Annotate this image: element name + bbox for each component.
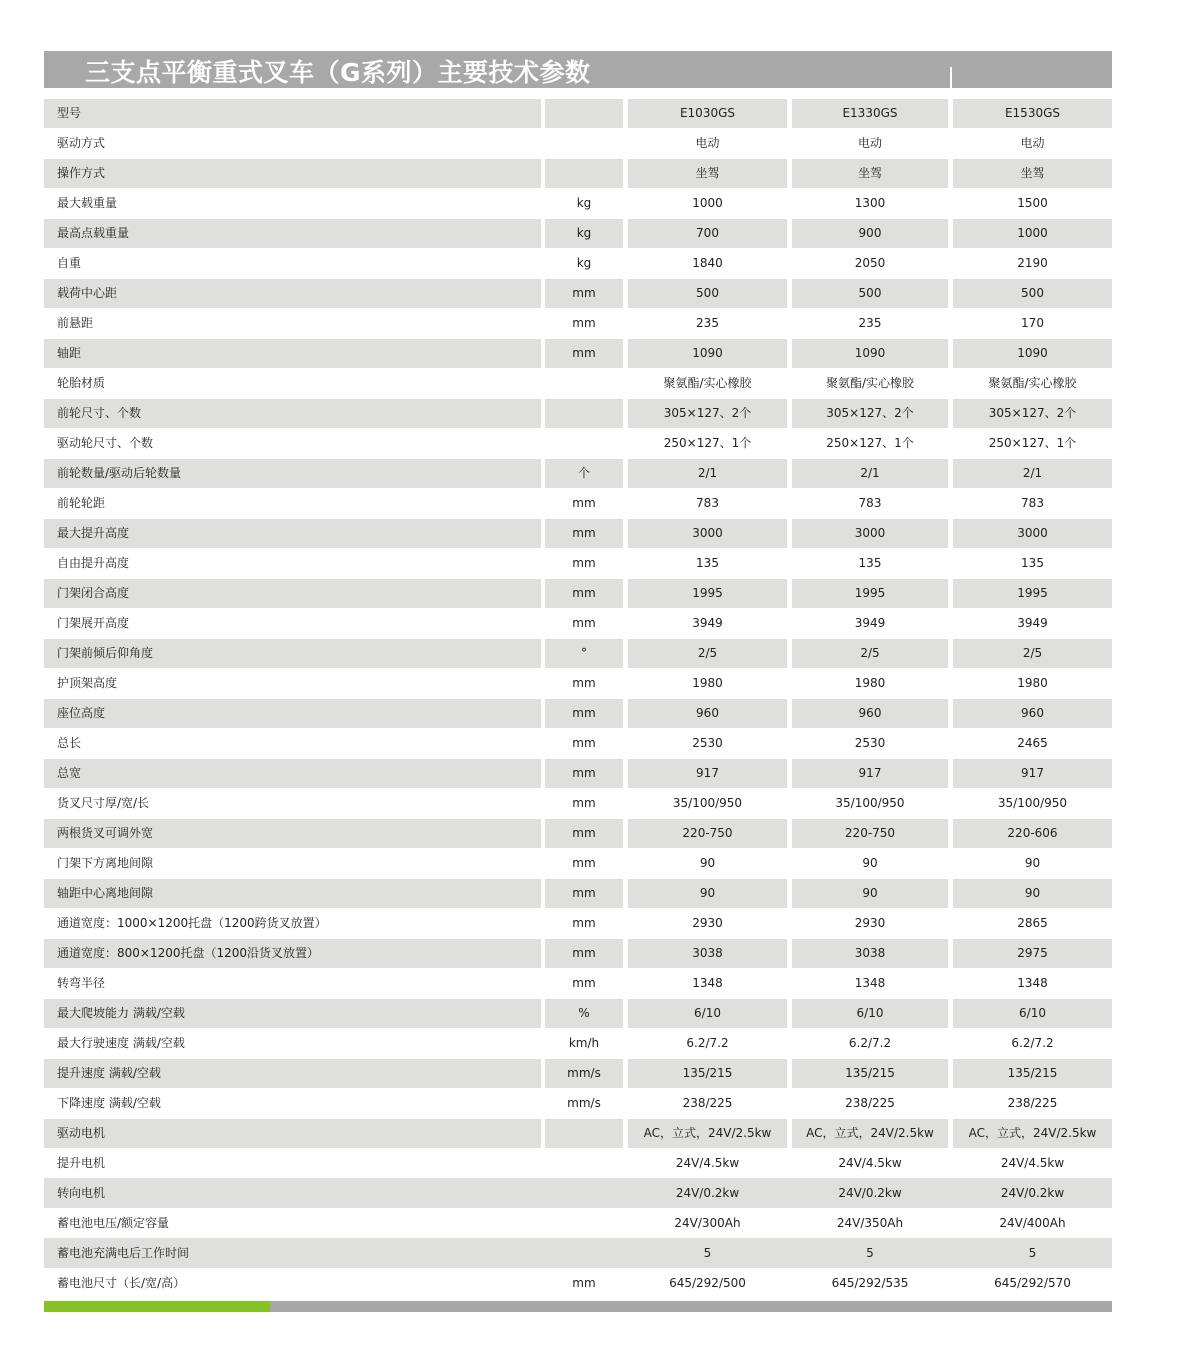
row-unit: kg — [545, 219, 623, 248]
value-e1330gs: E1330GS — [792, 99, 948, 128]
table-row — [44, 308, 1112, 338]
row-label: 自由提升高度 — [57, 556, 130, 570]
value-e1030gs: 235 — [696, 316, 719, 330]
value-e1030gs: 1980 — [692, 676, 723, 690]
value-e1530gs: 35/100/950 — [997, 796, 1068, 810]
value-e1330gs: 6/10 — [792, 999, 948, 1028]
row-unit: mm — [572, 676, 596, 690]
value-e1030gs: 3949 — [692, 616, 723, 630]
row-label: 门架前倾后仰角度 — [44, 639, 541, 668]
value-e1330gs: 917 — [792, 759, 948, 788]
value-e1030gs: 960 — [628, 699, 787, 728]
value-e1330gs: 2/5 — [792, 639, 948, 668]
table-row — [44, 548, 1112, 578]
value-e1330gs: 645/292/535 — [831, 1276, 909, 1290]
row-unit — [545, 1179, 623, 1208]
value-e1330gs: 90 — [862, 856, 878, 870]
value-e1330gs: 1995 — [792, 579, 948, 608]
value-e1030gs: 3038 — [628, 939, 787, 968]
value-e1530gs: 24V/4.5kw — [1000, 1156, 1065, 1170]
value-e1330gs: 3038 — [792, 939, 948, 968]
value-e1530gs: 2465 — [1017, 736, 1048, 750]
table-row — [44, 608, 1112, 638]
row-unit: mm/s — [545, 1059, 623, 1088]
row-unit: kg — [576, 196, 592, 210]
row-unit — [545, 429, 623, 458]
value-e1530gs: 90 — [953, 879, 1112, 908]
row-label: 前轮轮距 — [57, 496, 106, 510]
title-divider — [950, 67, 952, 88]
row-unit — [545, 1209, 623, 1238]
value-e1530gs: 6.2/7.2 — [1011, 1036, 1054, 1050]
value-e1530gs: 960 — [953, 699, 1112, 728]
table-row — [44, 218, 1112, 248]
value-e1030gs: 坐驾 — [628, 159, 787, 188]
table-row — [44, 1148, 1112, 1178]
table-row — [44, 818, 1112, 848]
value-e1330gs: 235 — [858, 316, 882, 330]
value-e1330gs: 3949 — [854, 616, 886, 630]
value-e1530gs: 聚氨酯/实心橡胶 — [988, 376, 1077, 390]
row-label: 货叉尺寸厚/宽/长 — [57, 796, 150, 810]
row-label: 前轮数量/驱动后轮数量 — [44, 459, 541, 488]
value-e1530gs: 250×127、1个 — [988, 436, 1077, 450]
value-e1330gs: 2930 — [854, 916, 886, 930]
value-e1030gs: 220-750 — [628, 819, 787, 848]
row-unit — [545, 1149, 623, 1178]
table-row — [44, 668, 1112, 698]
value-e1030gs: 1348 — [692, 976, 723, 990]
value-e1530gs: 6/10 — [953, 999, 1112, 1028]
value-e1030gs: 90 — [628, 879, 787, 908]
table-row — [44, 908, 1112, 938]
row-label: 通道宽度：800×1200托盘（1200沿货叉放置） — [44, 939, 541, 968]
table-row — [44, 968, 1112, 998]
value-e1530gs: 2865 — [1017, 916, 1048, 930]
table-row — [44, 638, 1112, 668]
spec-table — [44, 98, 1112, 1298]
value-e1030gs: 135 — [696, 556, 719, 570]
row-unit: mm — [572, 316, 596, 330]
value-e1530gs: E1530GS — [953, 99, 1112, 128]
value-e1530gs: 90 — [1024, 856, 1041, 870]
table-row — [44, 788, 1112, 818]
row-label: 两根货叉可调外宽 — [44, 819, 541, 848]
row-unit: mm — [545, 579, 623, 608]
value-e1030gs: 聚氨酯/实心橡胶 — [663, 376, 752, 390]
row-unit: kg — [576, 256, 592, 270]
value-e1030gs: 6/10 — [628, 999, 787, 1028]
value-e1330gs: 500 — [792, 279, 948, 308]
row-label: 蓄电池电压/额定容量 — [57, 1216, 170, 1230]
value-e1530gs: 电动 — [1020, 136, 1045, 150]
value-e1330gs: 783 — [858, 496, 882, 510]
table-row — [44, 938, 1112, 968]
row-unit: ° — [545, 639, 623, 668]
value-e1030gs: 24V/0.2kw — [675, 1186, 740, 1200]
row-unit: mm — [572, 796, 596, 810]
row-unit — [545, 1239, 623, 1268]
value-e1530gs: 2975 — [953, 939, 1112, 968]
footer-accent — [44, 1301, 270, 1312]
title-bar — [44, 51, 1112, 88]
value-e1330gs: 1980 — [854, 676, 886, 690]
row-unit — [545, 369, 623, 398]
table-row — [44, 1178, 1112, 1208]
row-unit: km/h — [568, 1036, 600, 1050]
row-label: 前轮尺寸、个数 — [44, 399, 541, 428]
row-unit: mm — [572, 556, 596, 570]
value-e1030gs: 917 — [628, 759, 787, 788]
row-label: 护顶架高度 — [57, 676, 118, 690]
value-e1530gs: 917 — [953, 759, 1112, 788]
row-label: 操作方式 — [44, 159, 541, 188]
value-e1330gs: 135/215 — [792, 1059, 948, 1088]
footer-bar — [44, 1301, 1112, 1312]
value-e1330gs: 1090 — [792, 339, 948, 368]
row-label: 门架展开高度 — [57, 616, 130, 630]
value-e1030gs: 2/5 — [628, 639, 787, 668]
row-unit: mm — [572, 736, 596, 750]
row-label: 总宽 — [44, 759, 541, 788]
row-unit — [545, 159, 623, 188]
row-label: 最大爬坡能力 满载/空载 — [44, 999, 541, 1028]
row-label: 最高点载重量 — [44, 219, 541, 248]
table-row — [44, 428, 1112, 458]
row-unit: 个 — [545, 459, 623, 488]
value-e1530gs: 1980 — [1017, 676, 1048, 690]
value-e1030gs: 500 — [628, 279, 787, 308]
table-row — [44, 338, 1112, 368]
value-e1330gs: 250×127、1个 — [826, 436, 914, 450]
value-e1530gs: 2190 — [1017, 256, 1048, 270]
row-label: 转弯半径 — [57, 976, 106, 990]
value-e1530gs: 500 — [953, 279, 1112, 308]
value-e1030gs: 1000 — [692, 196, 723, 210]
row-unit: mm — [572, 856, 596, 870]
value-e1530gs: 135/215 — [953, 1059, 1112, 1088]
value-e1530gs: 5 — [1028, 1246, 1037, 1260]
value-e1330gs: 24V/4.5kw — [838, 1156, 902, 1170]
row-label: 驱动电机 — [44, 1119, 541, 1148]
value-e1330gs: 35/100/950 — [835, 796, 905, 810]
value-e1330gs: 135 — [858, 556, 882, 570]
page-title: 三支点平衡重式叉车（G系列）主要技术参数 — [85, 58, 591, 87]
row-label: 提升电机 — [57, 1156, 106, 1170]
row-label: 驱动轮尺寸、个数 — [57, 436, 154, 450]
value-e1030gs: 700 — [628, 219, 787, 248]
row-unit: mm — [545, 879, 623, 908]
table-row — [44, 878, 1112, 908]
value-e1530gs: 305×127、2个 — [953, 399, 1112, 428]
value-e1030gs: 783 — [696, 496, 719, 510]
row-unit: mm — [545, 699, 623, 728]
value-e1530gs: 645/292/570 — [994, 1276, 1071, 1290]
value-e1030gs: 3000 — [628, 519, 787, 548]
value-e1030gs: 1840 — [692, 256, 723, 270]
value-e1030gs: 305×127、2个 — [628, 399, 787, 428]
row-unit: mm — [572, 916, 596, 930]
table-row — [44, 488, 1112, 518]
table-row — [44, 758, 1112, 788]
table-row — [44, 698, 1112, 728]
row-label: 门架闭合高度 — [44, 579, 541, 608]
row-label: 门架下方离地间隙 — [57, 856, 154, 870]
row-unit: mm/s — [567, 1096, 601, 1110]
table-row — [44, 278, 1112, 308]
row-label: 前悬距 — [57, 316, 94, 330]
row-label: 通道宽度：1000×1200托盘（1200跨货叉放置） — [57, 916, 327, 930]
table-row — [44, 1028, 1112, 1058]
row-label: 自重 — [57, 256, 82, 270]
value-e1530gs: 24V/0.2kw — [1000, 1186, 1065, 1200]
row-label: 座位高度 — [44, 699, 541, 728]
value-e1530gs: AC，立式，24V/2.5kw — [953, 1119, 1112, 1148]
row-unit: % — [545, 999, 623, 1028]
table-row — [44, 368, 1112, 398]
row-label: 载荷中心距 — [44, 279, 541, 308]
table-row — [44, 158, 1112, 188]
row-label: 轴距中心离地间隙 — [44, 879, 541, 908]
value-e1530gs: 2/5 — [953, 639, 1112, 668]
value-e1530gs: 135 — [1021, 556, 1044, 570]
row-unit: mm — [572, 976, 596, 990]
value-e1330gs: 238/225 — [845, 1096, 895, 1110]
row-unit: mm — [545, 819, 623, 848]
value-e1530gs: 238/225 — [1007, 1096, 1058, 1110]
table-row — [44, 578, 1112, 608]
table-row — [44, 398, 1112, 428]
row-label: 轮胎材质 — [57, 376, 106, 390]
value-e1030gs: 2930 — [692, 916, 723, 930]
table-row — [44, 518, 1112, 548]
value-e1330gs: 3000 — [792, 519, 948, 548]
value-e1530gs: 2/1 — [953, 459, 1112, 488]
row-unit: mm — [572, 496, 596, 510]
value-e1030gs: 250×127、1个 — [663, 436, 752, 450]
value-e1330gs: 2/1 — [792, 459, 948, 488]
row-unit — [545, 99, 623, 128]
row-unit: mm — [545, 759, 623, 788]
value-e1330gs: 900 — [792, 219, 948, 248]
value-e1030gs: 24V/300Ah — [674, 1216, 741, 1230]
value-e1030gs: 645/292/500 — [669, 1276, 746, 1290]
value-e1030gs: 2/1 — [628, 459, 787, 488]
value-e1330gs: 24V/350Ah — [836, 1216, 904, 1230]
value-e1530gs: 220-606 — [953, 819, 1112, 848]
value-e1330gs: 1348 — [854, 976, 886, 990]
row-unit: mm — [545, 519, 623, 548]
value-e1030gs: 135/215 — [628, 1059, 787, 1088]
value-e1030gs: AC，立式，24V/2.5kw — [628, 1119, 787, 1148]
value-e1530gs: 170 — [1021, 316, 1044, 330]
table-row — [44, 848, 1112, 878]
value-e1530gs: 1090 — [953, 339, 1112, 368]
table-row — [44, 1238, 1112, 1268]
row-unit — [545, 399, 623, 428]
value-e1030gs: E1030GS — [628, 99, 787, 128]
value-e1530gs: 1000 — [953, 219, 1112, 248]
value-e1030gs: 5 — [703, 1246, 712, 1260]
value-e1530gs: 1995 — [953, 579, 1112, 608]
table-row — [44, 248, 1112, 278]
row-label: 轴距 — [44, 339, 541, 368]
value-e1330gs: 6.2/7.2 — [848, 1036, 892, 1050]
row-label: 型号 — [44, 99, 541, 128]
row-label: 最大行驶速度 满载/空载 — [57, 1036, 185, 1050]
value-e1330gs: 305×127、2个 — [792, 399, 948, 428]
value-e1530gs: 24V/400Ah — [999, 1216, 1066, 1230]
value-e1330gs: 2530 — [854, 736, 886, 750]
row-label: 下降速度 满载/空载 — [57, 1096, 161, 1110]
row-label: 蓄电池尺寸（长/宽/高） — [57, 1276, 186, 1290]
table-row — [44, 98, 1112, 128]
value-e1030gs: 1995 — [628, 579, 787, 608]
row-label: 蓄电池充满电后工作时间 — [57, 1246, 190, 1260]
value-e1330gs: 220-750 — [792, 819, 948, 848]
value-e1030gs: 1090 — [628, 339, 787, 368]
value-e1030gs: 238/225 — [682, 1096, 733, 1110]
value-e1330gs: 24V/0.2kw — [838, 1186, 902, 1200]
value-e1530gs: 3000 — [953, 519, 1112, 548]
table-row — [44, 128, 1112, 158]
table-row — [44, 1088, 1112, 1118]
row-label: 最大载重量 — [57, 196, 118, 210]
value-e1030gs: 6.2/7.2 — [686, 1036, 729, 1050]
value-e1330gs: 1300 — [854, 196, 886, 210]
value-e1030gs: 电动 — [695, 136, 720, 150]
row-label: 最大提升高度 — [44, 519, 541, 548]
value-e1330gs: 坐驾 — [792, 159, 948, 188]
value-e1330gs: 聚氨酯/实心橡胶 — [825, 376, 915, 390]
row-label: 提升速度 满载/空载 — [44, 1059, 541, 1088]
value-e1030gs: 90 — [699, 856, 716, 870]
value-e1030gs: 35/100/950 — [672, 796, 743, 810]
value-e1330gs: 5 — [866, 1246, 874, 1260]
row-unit — [545, 129, 623, 158]
value-e1330gs: AC，立式，24V/2.5kw — [792, 1119, 948, 1148]
value-e1530gs: 783 — [1021, 496, 1044, 510]
table-row — [44, 188, 1112, 218]
value-e1330gs: 960 — [792, 699, 948, 728]
row-unit: mm — [545, 339, 623, 368]
row-unit — [545, 1119, 623, 1148]
value-e1530gs: 坐驾 — [953, 159, 1112, 188]
value-e1330gs: 电动 — [857, 136, 882, 150]
row-unit: mm — [545, 939, 623, 968]
table-row — [44, 998, 1112, 1028]
value-e1030gs: 2530 — [692, 736, 723, 750]
table-row — [44, 1058, 1112, 1088]
row-label: 总长 — [57, 736, 82, 750]
row-label: 转向电机 — [57, 1186, 106, 1200]
table-row — [44, 1208, 1112, 1238]
value-e1530gs: 1500 — [1017, 196, 1048, 210]
table-row — [44, 458, 1112, 488]
table-row — [44, 728, 1112, 758]
value-e1330gs: 2050 — [854, 256, 886, 270]
row-unit: mm — [572, 1276, 596, 1290]
value-e1030gs: 24V/4.5kw — [675, 1156, 740, 1170]
row-unit: mm — [572, 616, 596, 630]
value-e1530gs: 1348 — [1017, 976, 1048, 990]
row-unit: mm — [545, 279, 623, 308]
table-row — [44, 1268, 1112, 1298]
row-label: 驱动方式 — [57, 136, 106, 150]
value-e1330gs: 90 — [792, 879, 948, 908]
table-row — [44, 1118, 1112, 1148]
value-e1530gs: 3949 — [1017, 616, 1048, 630]
